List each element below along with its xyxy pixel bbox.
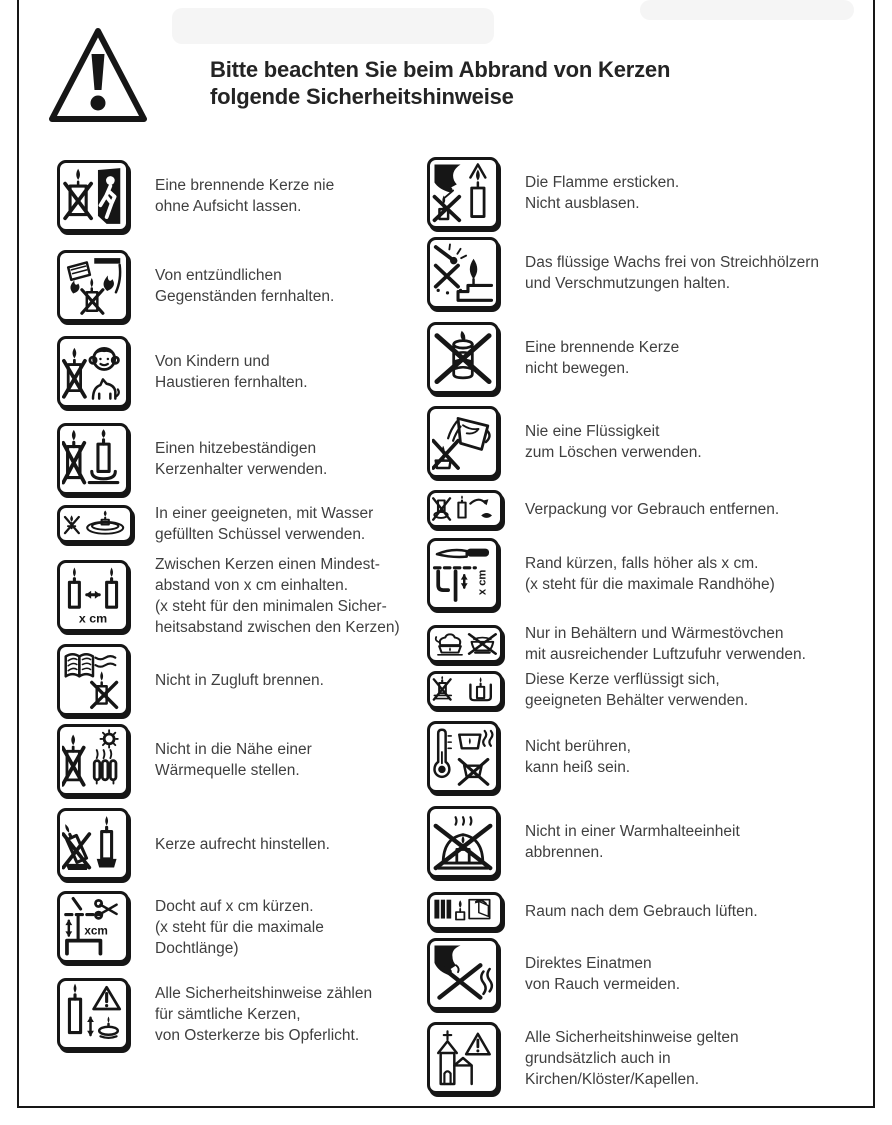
safety-item-icon-cell: [427, 721, 505, 793]
safety-item-text: Nicht in einer Warmhalteeinheit abbrennen.: [525, 823, 740, 861]
safety-item-text: Kerze aufrecht hinstellen.: [155, 835, 330, 853]
heat-source-icon: [57, 724, 129, 796]
safety-item: [427, 406, 875, 478]
no-liquid-extinguish-icon: [427, 406, 499, 478]
safety-item-text: Verpackung vor Gebrauch entfernen.: [525, 500, 780, 518]
water-bowl-icon: [57, 505, 133, 543]
safety-item-text: In einer geeigneten, mit Wasser gefüllten Schüssel verwenden.: [155, 505, 374, 543]
safety-item: [427, 623, 875, 665]
safety-item: [57, 503, 425, 545]
safety-item: [427, 669, 875, 711]
svg-text:x cm: x cm: [78, 611, 108, 626]
safety-item: [57, 978, 425, 1050]
safety-item-icon-cell: [427, 892, 505, 930]
remove-packaging-icon: [427, 490, 503, 528]
air-supply-icon: [427, 625, 503, 663]
safety-item-text: Diese Kerze verflüssigt sich, geeigneten Behälter verwenden.: [525, 671, 749, 709]
page-title-line2: folgende Sicherheitshinweise: [210, 84, 514, 109]
safety-item: [57, 554, 425, 638]
safety-item-icon-cell: [57, 250, 135, 322]
safety-item: [427, 806, 875, 878]
safety-item: [57, 644, 425, 716]
safety-item: [427, 892, 875, 930]
safety-item: [427, 938, 875, 1010]
trim-rim-icon: [427, 538, 499, 610]
safety-item-icon-cell: [427, 625, 505, 663]
all-candle-types-icon: [57, 978, 129, 1050]
safety-item: [427, 538, 875, 610]
heat-resistant-holder-icon: [57, 423, 129, 495]
safety-item-icon-cell: [57, 160, 135, 232]
children-pets-icon: [57, 336, 129, 408]
safety-item: [57, 724, 425, 796]
svg-text:x cm: x cm: [476, 569, 489, 596]
safety-item-text: Nicht in Zugluft brennen.: [155, 671, 324, 689]
safety-item-text: Rand kürzen, falls höher als x cm. (x steht für die maximale Randhöhe): [525, 555, 775, 593]
clean-wax-icon: [427, 237, 499, 309]
safety-item-icon-cell: [57, 724, 135, 796]
do-not-touch-icon: [427, 721, 499, 793]
safety-item-icon-cell: [57, 423, 135, 495]
safety-item-icon-cell: [427, 938, 505, 1010]
do-not-move-icon: [427, 322, 499, 394]
safety-item-text: Die Flamme ersticken. Nicht ausblasen.: [525, 174, 680, 212]
safety-item-icon-cell: [427, 490, 505, 528]
page-title-line1: Bitte beachten Sie beim Abbrand von Kerzen: [210, 57, 671, 82]
safety-item-text: Von Kindern und Haustieren fernhalten.: [155, 353, 308, 391]
page-title: [210, 56, 670, 110]
safety-item-text: Von entzündlichen Gegenständen fernhalten.: [155, 267, 335, 305]
safety-item-text: Nie eine Flüssigkeit zum Löschen verwenden.: [525, 423, 702, 461]
upright-candle-icon: [57, 808, 129, 880]
safety-item-text: Das flüssige Wachs frei von Streichhölzern und Verschmutzungen halten.: [525, 254, 820, 292]
safety-item: [57, 891, 425, 963]
safety-item: [57, 336, 425, 408]
safety-item: [57, 160, 425, 232]
candle-unattended-icon: [57, 160, 129, 232]
candle-distance-icon: [57, 560, 129, 632]
safety-item-text: Alle Sicherheitshinweise zählen für sämtliche Kerzen, von Osterkerze bis Opferlicht.: [155, 984, 373, 1044]
scan-artifact: [172, 8, 494, 44]
safety-item-icon-cell: [427, 1022, 505, 1094]
safety-item-text: Nicht in die Nähe einer Wärmequelle stellen.: [155, 741, 312, 779]
churches-icon: [427, 1022, 499, 1094]
safety-item-text: Eine brennende Kerze nie ohne Aufsicht lassen.: [155, 177, 335, 215]
safety-item-icon-cell: [427, 237, 505, 309]
no-warming-unit-icon: [427, 806, 499, 878]
safety-item-text: Zwischen Kerzen einen Mindest- abstand von x cm einhalten. (x steht für den minimalen Sicher- heitsabstand zwischen den Kerzen): [155, 556, 400, 636]
flammable-objects-icon: [57, 250, 129, 322]
scan-artifact: [640, 0, 854, 20]
safety-item-text: Direktes Einatmen von Rauch vermeiden.: [525, 955, 681, 993]
wick-trim-icon: [57, 891, 129, 963]
safety-item-icon-cell: [57, 808, 135, 880]
safety-item-icon-cell: [427, 322, 505, 394]
draft-icon: [57, 644, 129, 716]
safety-item-text: Nur in Behältern und Wärmestövchen mit ausreichender Luftzufuhr verwenden.: [525, 625, 806, 663]
safety-item-icon-cell: [427, 671, 505, 709]
safety-item-icon-cell: [57, 560, 135, 632]
safety-item: [427, 721, 875, 793]
safety-item-icon-cell: [57, 336, 135, 408]
safety-item: [427, 322, 875, 394]
safety-item: [427, 490, 875, 528]
safety-item: [427, 157, 875, 229]
safety-item-icon-cell: [57, 978, 135, 1050]
safety-item-icon-cell: [57, 891, 135, 963]
safety-item-icon-cell: [427, 538, 505, 610]
safety-item-text: Eine brennende Kerze nicht bewegen.: [525, 339, 680, 377]
liquefying-candle-icon: [427, 671, 503, 709]
no-smoke-inhale-icon: [427, 938, 499, 1010]
safety-item-text: Raum nach dem Gebrauch lüften.: [525, 902, 758, 920]
safety-item-text: Einen hitzebeständigen Kerzenhalter verwenden.: [155, 440, 328, 478]
left-column: [57, 160, 425, 1050]
safety-item-icon-cell: [427, 806, 505, 878]
warning-triangle-icon: [46, 24, 150, 128]
safety-item: [427, 1022, 875, 1094]
safety-item-icon-cell: [57, 505, 135, 543]
safety-item: [427, 237, 875, 309]
safety-item: [57, 808, 425, 880]
right-column: [427, 157, 875, 1094]
safety-item-icon-cell: [57, 644, 135, 716]
safety-item: [57, 250, 425, 322]
safety-item-text: Nicht berühren, kann heiß sein.: [525, 738, 631, 776]
safety-item-text: Alle Sicherheitshinweise gelten grundsätzlich auch in Kirchen/Klöster/Kapellen.: [525, 1028, 739, 1088]
snuff-flame-icon: [427, 157, 499, 229]
safety-item: [57, 423, 425, 495]
safety-item-icon-cell: [427, 406, 505, 478]
safety-item-text: Docht auf x cm kürzen. (x steht für die maximale Dochtlänge): [155, 897, 324, 957]
svg-text:xcm: xcm: [84, 924, 108, 938]
safety-item-icon-cell: [427, 157, 505, 229]
ventilate-room-icon: [427, 892, 503, 930]
